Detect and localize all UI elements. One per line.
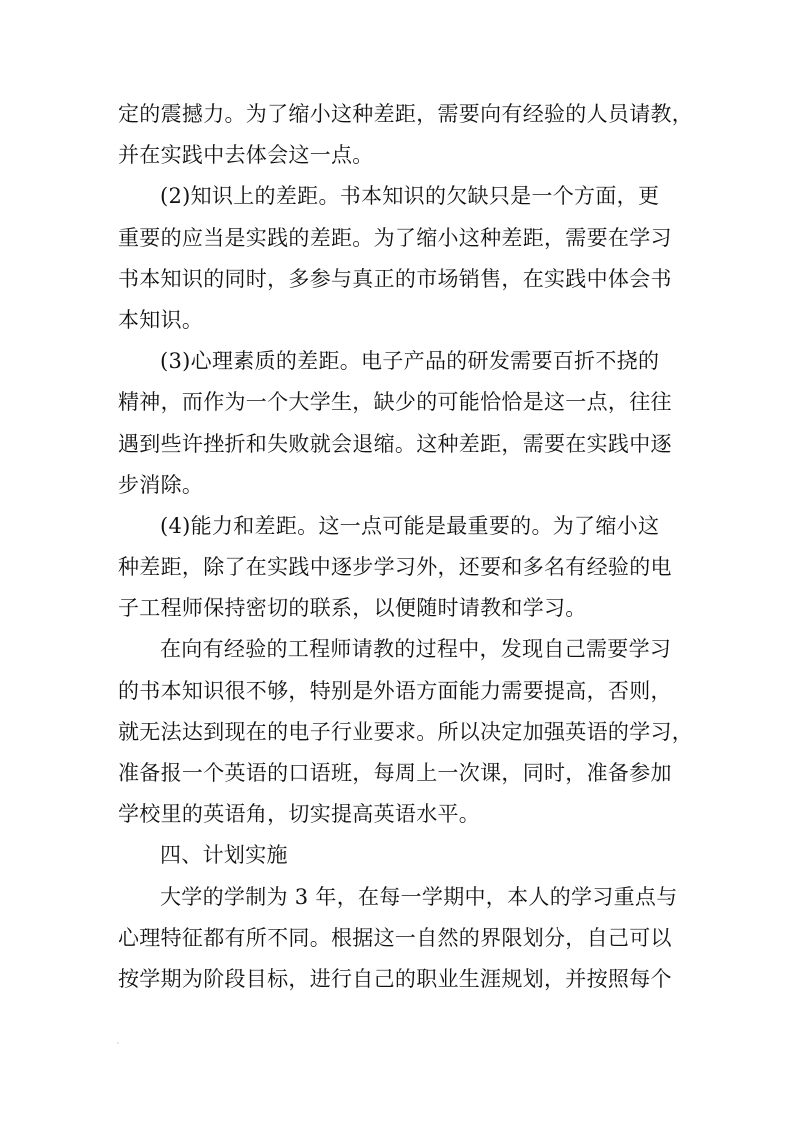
text-line: 学校里的英语角，切实提高英语水平。 [118,802,481,827]
text-line: 按学期为阶段目标，进行自己的职业生涯规划，并按照每个 [118,966,672,991]
text-line: 本知识。 [118,307,204,332]
text-line: 遇到些许挫折和失败就会退缩。这种差距，需要在实践中逐 [118,431,672,456]
text-line: 书本知识的同时，多参与真正的市场销售，在实践中体会书 [118,266,672,291]
text-line: 并在实践中去体会这一点。 [118,143,374,168]
paragraph-start-line: (3)心理素质的差距。电子产品的研发需要百折不挠的 [160,349,660,374]
text-line: 重要的应当是实践的差距。为了缩小这种差距，需要在学习 [118,225,672,250]
text-line: 就无法达到现在的电子行业要求。所以决定加强英语的学习， [118,719,694,744]
text-line: 精神，而作为一个大学生，缺少的可能恰恰是这一点，往往 [118,390,672,415]
paragraph-start-line: (4)能力和差距。这一点可能是最重要的。为了缩小这 [160,513,660,538]
section-heading: 四、计划实施 [160,843,288,868]
document-body [118,94,694,1000]
paragraph-start-line: 在向有经验的工程师请教的过程中，发现自己需要学习 [160,637,672,662]
text-line: 步消除。 [118,472,204,497]
text-line: 心理特征都有所不同。根据这一自然的界限划分，自己可以 [118,925,672,950]
paragraph-start-line: 大学的学制为 3 年，在每一学期中，本人的学习重点与 [160,884,678,909]
text-line: 的书本知识很不够，特别是外语方面能力需要提高，否则， [118,678,672,703]
text-line: 准备报一个英语的口语班，每周上一次课，同时，准备参加 [118,761,672,785]
text-line: 子工程师保持密切的联系，以便随时请教和学习。 [118,596,587,621]
page-corner-mark [117,1042,119,1044]
text-line: 种差距，除了在实践中逐步学习外，还要和多名有经验的电 [118,555,672,580]
paragraph-start-line: (2)知识上的差距。书本知识的欠缺只是一个方面，更 [160,184,660,209]
text-line: 定的震撼力。为了缩小这种差距，需要向有经验的人员请教， [118,102,694,126]
